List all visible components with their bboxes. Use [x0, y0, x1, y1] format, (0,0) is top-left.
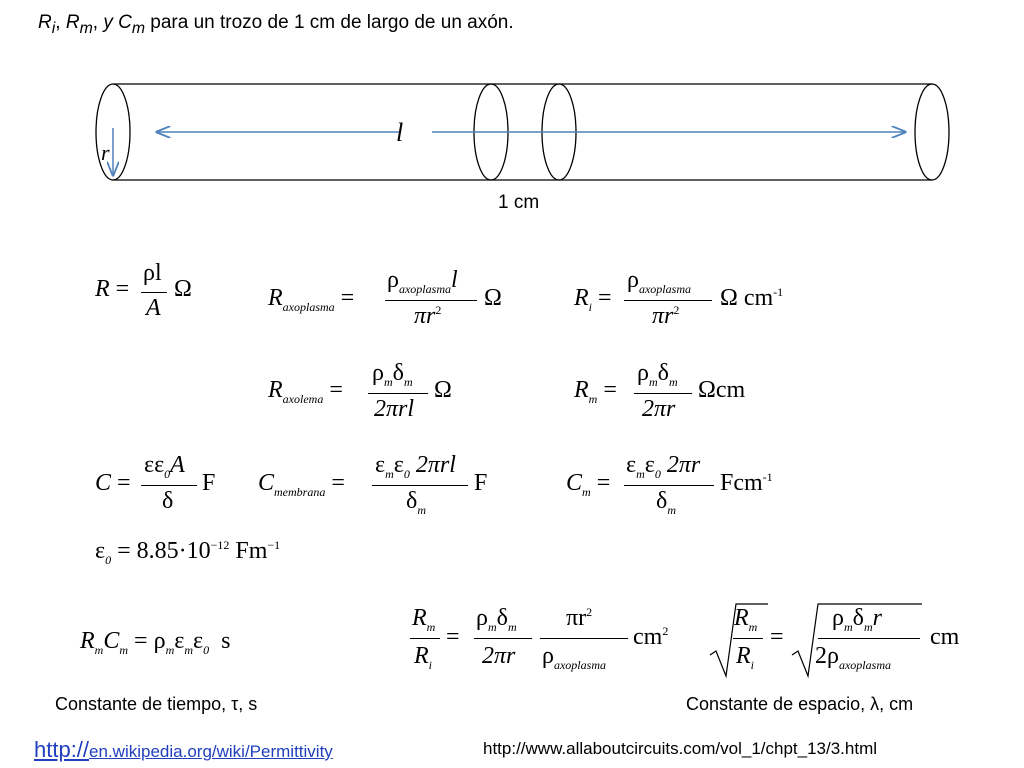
- radius-label: r: [101, 140, 110, 165]
- eq-ri-num: $\rho_{axoplasma}$: [627, 267, 691, 296]
- eq-r-num: ρl: [143, 260, 162, 286]
- eq-rm-num: $\rho_m\delta_m$: [637, 360, 678, 389]
- eq-raxl-den: 2πrl: [374, 396, 415, 422]
- eq-ratio-f2-den: $\rho_{axoplasma}$: [542, 643, 606, 672]
- length-label: l: [396, 118, 404, 147]
- eq-ri-den: $\pi r^2$: [652, 303, 680, 329]
- title-cm: $C_m$: [118, 12, 146, 37]
- eq-sqrt-f-den: $2\rho_{axoplasma}$: [815, 643, 891, 672]
- allaboutcircuits-link[interactable]: http://www.allaboutcircuits.com/vol_1/chpt_13/3.html: [483, 739, 878, 758]
- eq-cmem-num: $\varepsilon_m\varepsilon_0$ 2πrl: [375, 452, 456, 481]
- title-rm: $R_m$: [65, 12, 93, 37]
- eq-cm-den: $\delta_m$: [656, 488, 676, 517]
- eq-ri-unit: Ω $cm^{-1}$: [720, 285, 784, 311]
- eq-rm-lhs: $R_m$ =: [574, 377, 617, 406]
- eq-raxo-lhs: $R_{axoplasma}$ =: [268, 285, 355, 314]
- eq-ratio-f1-den: 2πr: [482, 643, 516, 669]
- caption-space-constant: Constante de espacio, λ, cm: [686, 694, 914, 714]
- eq-ratio-den: $R_i$: [414, 643, 433, 672]
- eq-raxo-den: $\pi r^2$: [414, 303, 442, 329]
- eq-raxl-num: $\rho_m\delta_m$: [372, 360, 413, 389]
- eq-c-num: $\varepsilon\varepsilon_0A$: [144, 452, 185, 481]
- eq-cm-unit: Fcm$^{-1}$: [720, 470, 773, 496]
- title-ri: $R_i$: [38, 12, 56, 37]
- slide-title: $R_i$, $R_m$, y $C_m$ para un trozo de 1 cm de largo de un axón.: [38, 12, 514, 37]
- wikipedia-link[interactable]: http://en.wikipedia.org/wiki/Permittivity: [34, 737, 333, 762]
- eq-ratio-equals: =: [446, 624, 460, 650]
- eq-ratio-num: $R_m$: [412, 605, 436, 634]
- title-rest: para un trozo de 1 cm de largo de un axón.: [145, 12, 514, 33]
- eq-cm-lhs: $C_m$ =: [566, 470, 611, 499]
- eq-ratio-unit: $cm^2$: [633, 624, 669, 650]
- eq-c-unit: F: [202, 470, 216, 496]
- eq-rm-den: 2πr: [642, 396, 676, 422]
- eq-raxl-unit: Ω: [434, 377, 452, 403]
- eq-ratio-f1-num: $\rho_m\delta_m$: [476, 605, 517, 634]
- eq-sqrt-unit: cm: [930, 624, 960, 650]
- eq-sqrt-den: $R_i$: [736, 643, 755, 672]
- eq-sqrt-equals: =: [770, 624, 784, 650]
- scale-label: 1 cm: [498, 192, 540, 213]
- eq-ri-lhs: $R_i$ =: [574, 285, 612, 314]
- eq-c-den: δ: [162, 488, 174, 514]
- eq-raxo-num: $\rho_{axoplasma}l$: [387, 267, 458, 296]
- caption-time-constant: Constante de tiempo, τ, s: [55, 694, 258, 714]
- eq-sqrt-f-bar: [818, 638, 920, 639]
- eq-sqrt-num: $R_m$: [734, 605, 758, 634]
- eq-cm-num: $\varepsilon_m\varepsilon_0$ 2πr: [626, 452, 701, 481]
- eq-ratio-f2-num: $\pi r^2$: [566, 605, 593, 631]
- eq-eps0: $\varepsilon_0 = 8.85\cdot 10^{-12}$ $Fm^{-1}$: [95, 538, 281, 567]
- eq-rm-unit: Ωcm: [698, 377, 746, 403]
- eq-c-lhs: C =: [95, 470, 131, 496]
- eq-cmem-unit: F: [474, 470, 488, 496]
- eq-rmcm: $R_mC_m = \rho_m\varepsilon_m\varepsilon_0$ s: [80, 628, 231, 657]
- eq-r-lhs: R =: [95, 276, 130, 302]
- eq-sqrt-f-num: $\rho_m\delta_mr$: [832, 605, 882, 634]
- eq-r-unit: Ω: [174, 276, 192, 302]
- eq-sqrt-bar: [733, 638, 763, 639]
- eq-cmem-lhs: $C_{membrana}$ =: [258, 470, 345, 499]
- eq-raxo-unit: Ω: [484, 285, 502, 311]
- title-y: y: [103, 12, 113, 33]
- eq-cmem-den: $\delta_m$: [406, 488, 426, 517]
- eq-r-den: A: [146, 295, 161, 321]
- eq-raxl-lhs: $R_{axolema}$ =: [268, 377, 343, 406]
